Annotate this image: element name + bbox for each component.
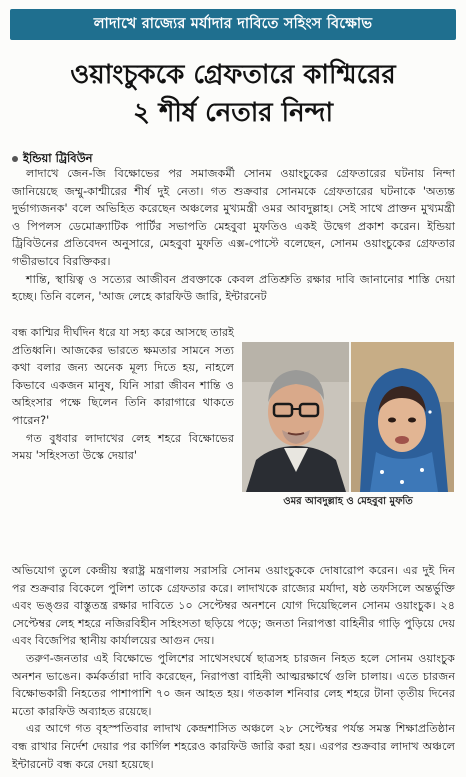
article-paragraph: এর আগে গত বৃহস্পতিবার লাদাখ কেন্দ্রশাসিত অঞ্চলে ২৮ সেপ্টেম্বর পর্যন্ত সমস্ত শিক্ষাপ্রতিষ্ঠান বন্ধ রাখার নির্দেশ দেয়ার পর কার্গিল শহরেও কারফিউ জারি করা হয়। এরপর শুক্রবার লাদাখ অঞ্চলে ইন্টারনেট বন্ধ করে দেয়া হয়েছে। <box>12 722 455 771</box>
article-paragraph: গত বুধবার লাদাখের লেহ শহরে বিক্ষোভের সময় 'সহিংসতা উস্কে দেয়ার' <box>12 431 234 463</box>
article-intro <box>12 165 455 306</box>
headline-line-1: ওয়াংচুককে গ্রেফতারে কাশ্মিরের <box>70 60 396 90</box>
source-name: ইন্ডিয়া ট্রিবিউন <box>23 151 93 165</box>
bullet-icon <box>12 156 18 162</box>
article-paragraph: শান্তি, স্থায়িত্ব ও সত্যের আজীবন প্রবক্তাকে কেবল প্রতিশ্রুতি রক্ষার দাবি জানানোর শাস্তি দেয়া হচ্ছে। তিনি বলেন, 'আজ লেহে কারফিউ জারি, ইন্টারনেট <box>12 272 455 304</box>
article-paragraph: লাদাখে জেন-জি বিক্ষোভের পর সমাজকর্মী সোনম ওয়াংচুকের গ্রেফতারের ঘটনায় নিন্দা জানিয়েছে জম্মু-কাশ্মীরের শীর্ষ দুই নেতা। গত শুক্রবার সোনমকে গ্রেফতারের ঘটনাকে 'অত্যন্ত দুর্ভাগ্যজনক' বলে অভিহিত করেছেন অঞ্চলের মুখ্যমন্ত্রী ওমর আবদুল্লাহ। সেই সাথে প্রাক্তন মুখ্যমন্ত্রী ও পিপলস ডেমোক্র্যাটিক পার্টির সভাপতি মেহবুবা মুফতিও একই উদ্বেগ প্রকাশ করেন। ইন্ডিয়া ট্রিবিউনের প্রতিবেদন অনুসারে, মেহবুবা মুফতি এক্স-পোস্টে বলেছেন, সোনম ওয়াংচুকের গ্রেফতার গভীরভাবে বিরক্তিকর। <box>12 167 455 268</box>
photo-portraits <box>242 342 454 492</box>
article-photo <box>242 342 454 492</box>
headline <box>8 56 458 132</box>
article-paragraph: তরুণ-জনতার এই বিক্ষোভে পুলিশের সাথেসংঘর্ষে ছাত্রসহ চারজন নিহত হলে সোনম ওয়াংচুক অনশন ভাঙেন। কর্মকর্তারা দাবি করেছেন, নিরাপত্তা বাহিনী আত্মরক্ষার্থে গুলি চালায়। এতে চারজন বিক্ষোভকারী নিহতের পাশাপাশি ৭০ জন আহত হয়। গতকাল শনিবার লেহ শহরে টানা তৃতীয় দিনের মতো কারফিউ অব্যাহত রয়েছে। <box>12 651 455 718</box>
article-paragraph: বন্ধ কাশ্মির দীর্ঘদিন ধরে যা সহ্য করে আসছে তারই প্রতিধ্বনি। আজকের ভারতে ক্ষমতার সামনে সত্য কথা বলার জন্য অনেক মূল্য দিতে হয়, নাহলে কিভাবে একজন মানুষ, যিনি সারা জীবন শান্তি ও অহিংসার পক্ষে ছিলেন তিনি কারাগারে থাকতে পারেন?' <box>12 326 234 427</box>
photo-caption: ওমর আবদুল্লাহ ও মেহবুবা মুফতি <box>283 496 413 507</box>
kicker-banner: লাদাখে রাজ্যের মর্যাদার দাবিতে সহিংস বিক্ষোভ <box>10 9 456 40</box>
article-column-left <box>12 324 234 465</box>
article-body <box>12 562 455 773</box>
headline-line-2: ২ শীর্ষ নেতার নিন্দা <box>133 98 333 128</box>
article-paragraph: অভিযোগ তুলে কেন্দ্রীয় স্বরাষ্ট্র মন্ত্রণালয় সরাসরি সোনম ওয়াংচুককে দোষারোপ করেন। এর দুই দিন পর শুক্রবার বিকেলে পুলিশ তাকে গ্রেফতার করে। লাদাখকে রাজ্যের মর্যাদা, ষষ্ঠ তফসিলে অন্তর্ভুক্তি এবং ভঙ্গুর বাস্তুতন্ত্র রক্ষার দাবিতে ১০ সেপ্টেম্বর অনশনে যোগ দিয়েছিলেন সোনম ওয়াংচুক। ২৪ সেপ্টেম্বর লেহ শহরে নজিরবিহীন সহিংসতা ছড়িয়ে পড়ে; জনতা নিরাপত্তা বাহিনীর গাড়ি পুড়িয়ে দেয় এবং বিজেপির স্থানীয় কার্যালয়ের আগুন দেয়। <box>12 564 455 648</box>
